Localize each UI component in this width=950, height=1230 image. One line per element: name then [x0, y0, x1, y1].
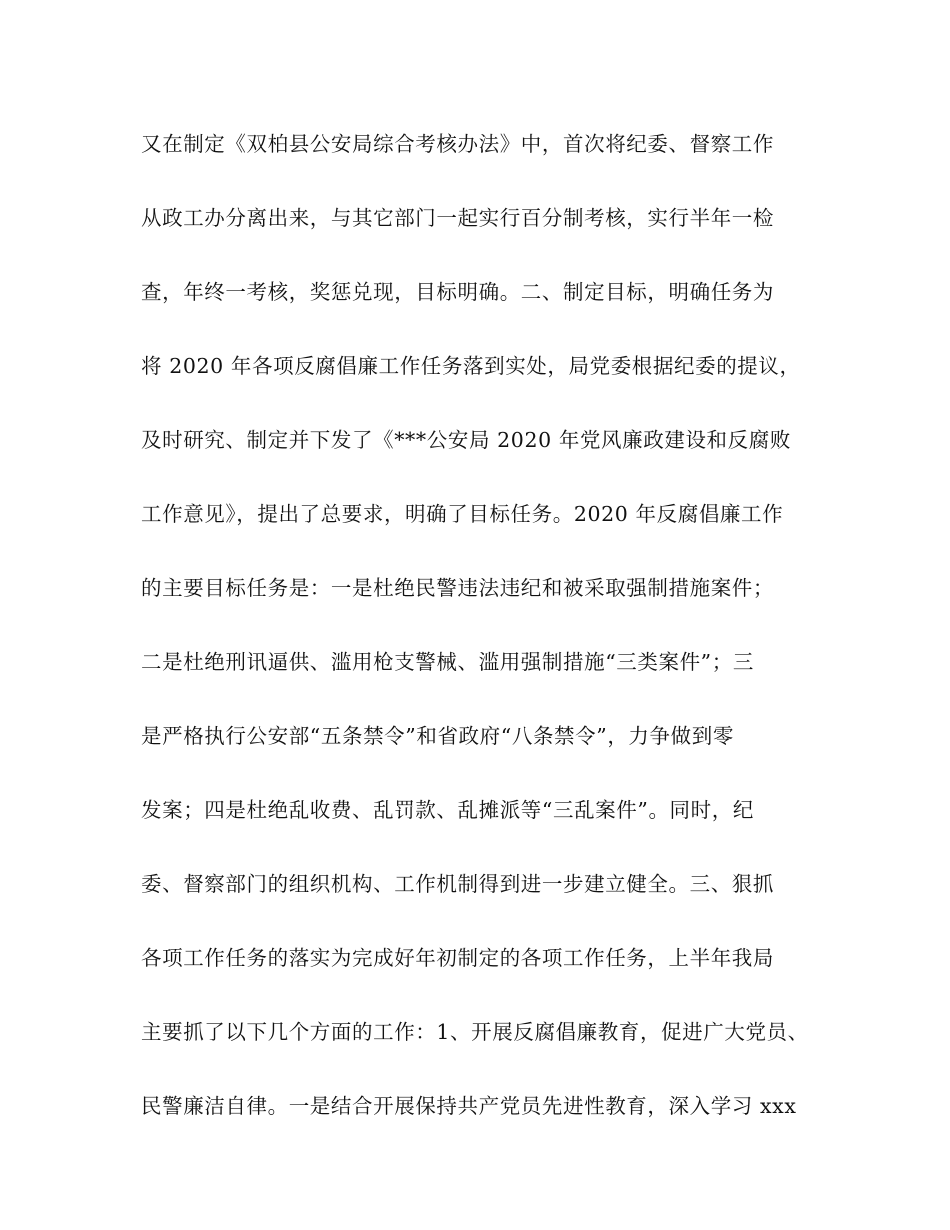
text-line: 各项工作任务的落实为完成好年初制定的各项工作任务，上半年我局	[141, 946, 774, 970]
document-body	[141, 124, 831, 1160]
text-line: 又在制定《双柏县公安局综合考核办法》中，首次将纪委、督察工作	[141, 132, 774, 156]
text-line: 委、督察部门的组织机构、工作机制得到进一步建立健全。三、狠抓	[141, 872, 774, 896]
text-line: 从政工办分离出来，与其它部门一起实行百分制考核，实行半年一检	[141, 206, 774, 230]
text-line: 二是杜绝刑讯逼供、滥用枪支警械、滥用强制措施“三类案件”；三	[141, 650, 754, 674]
text-line: 发案；四是杜绝乱收费、乱罚款、乱摊派等“三乱案件”。同时，纪	[141, 798, 754, 822]
text-line: 是严格执行公安部“五条禁令”和省政府“八条禁令”，力争做到零	[141, 724, 734, 748]
text-line: 及时研究、制定并下发了《***公安局 2020 年党风廉政建设和反腐败	[141, 428, 791, 452]
text-line: 查，年终一考核，奖惩兑现，目标明确。二、制定目标，明确任务为	[141, 280, 774, 304]
text-line: 将 2020 年各项反腐倡廉工作任务落到实处，局党委根据纪委的提议，	[141, 354, 801, 378]
text-line: 工作意见》，提出了总要求，明确了目标任务。2020 年反腐倡廉工作	[141, 502, 784, 526]
text-line: 民警廉洁自律。一是结合开展保持共产党员先进性教育，深入学习 xxx	[141, 1094, 797, 1118]
text-line: 的主要目标任务是：一是杜绝民警违法违纪和被采取强制措施案件；	[141, 576, 774, 600]
text-line: 主要抓了以下几个方面的工作：1、开展反腐倡廉教育，促进广大党员、	[141, 1020, 809, 1044]
